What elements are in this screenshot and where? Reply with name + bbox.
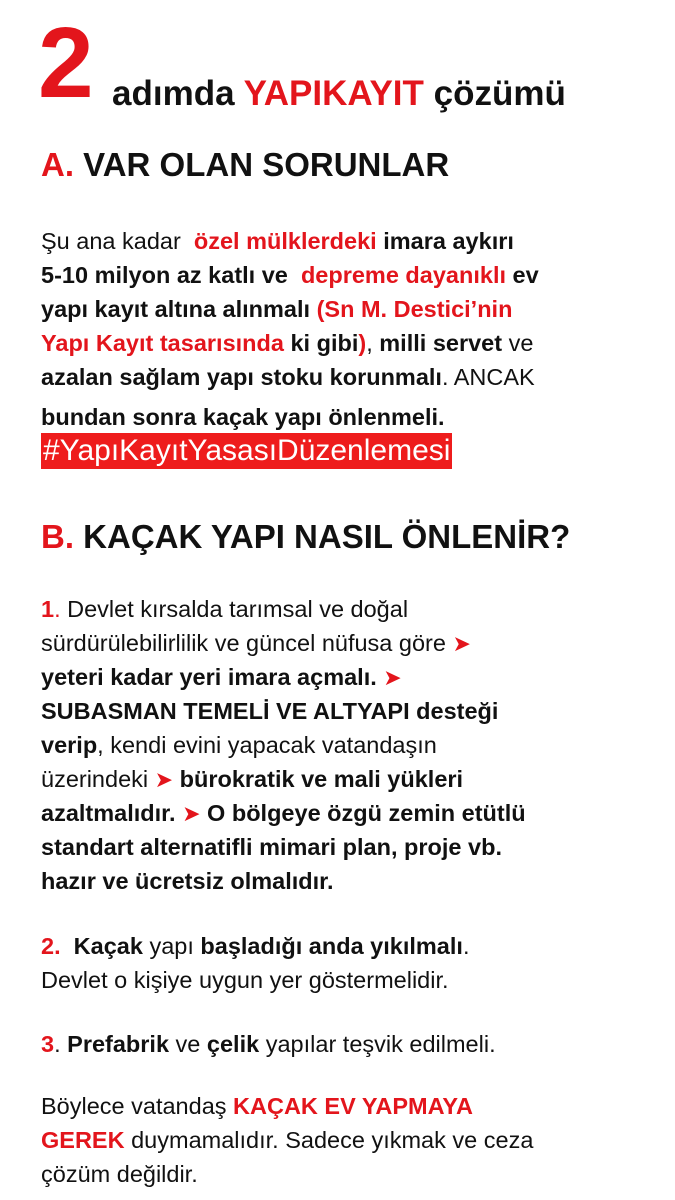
- text-run: Böylece vatandaş: [41, 1093, 234, 1119]
- text-run: yapılar teşvik edilmeli.: [259, 1031, 496, 1057]
- text-run: ve: [169, 1031, 207, 1057]
- text-line: [41, 662, 402, 693]
- text-line: [41, 362, 535, 392]
- arrow-icon: ➤: [452, 631, 471, 656]
- text-run: başladığı anda yıkılmalı: [200, 933, 463, 959]
- arrow-icon: ➤: [182, 801, 201, 826]
- text-run: (Sn M. Destici’nin: [316, 296, 513, 322]
- text-run: ev: [506, 262, 539, 288]
- text-run: GEREK: [41, 1127, 125, 1153]
- text-run: SUBASMAN TEMELİ VE ALTYAPI desteği: [41, 698, 499, 724]
- text-run: azaltmalıdır.: [41, 800, 183, 826]
- section-b-letter: B.: [41, 518, 74, 555]
- text-run: Prefabrik: [67, 1031, 170, 1057]
- text-line: [41, 294, 512, 324]
- text-line: [41, 1029, 496, 1059]
- page-title: [112, 74, 566, 114]
- text-run: Devlet o kişiye uygun yer göstermelidir.: [41, 967, 449, 993]
- text-run: duymamalıdır. Sadece yıkmak ve ceza: [124, 1127, 534, 1153]
- text-run: azalan sağlam yapı stoku korunmalı: [41, 364, 442, 390]
- text-run: ki gibi: [283, 330, 359, 356]
- text-line: [41, 402, 445, 432]
- text-line: [41, 1159, 198, 1189]
- text-line: [41, 328, 533, 358]
- text-run: standart alternatifli mimari plan, proje vb.: [41, 834, 502, 860]
- section-a-heading: [41, 145, 449, 185]
- text-run: .: [462, 933, 470, 959]
- text-line: [41, 260, 539, 290]
- text-run: 2.: [41, 933, 61, 959]
- text-run: ): [358, 330, 367, 356]
- text-run: ve: [502, 330, 534, 356]
- text-run: . ANCAK: [441, 364, 535, 390]
- text-run: O bölgeye özgü zemin etütlü: [200, 800, 526, 826]
- text-run: depreme dayanıklı: [300, 262, 507, 288]
- text-line: [41, 764, 463, 795]
- text-line: [41, 730, 437, 760]
- text-run: hazır ve ücretsiz olmalıdır.: [41, 868, 334, 894]
- text-line: [41, 696, 498, 726]
- text-run: yapı: [142, 933, 201, 959]
- text-run: yeteri kadar yeri imara açmalı.: [41, 664, 384, 690]
- section-b-heading: [41, 517, 570, 557]
- text-run: bürokratik ve mali yükleri: [173, 766, 464, 792]
- title-text: adımda: [112, 74, 244, 113]
- text-run: verip: [41, 732, 98, 758]
- text-line: [41, 1091, 473, 1121]
- title-text-end: çözümü: [423, 74, 566, 113]
- text-run: çözüm değildir.: [41, 1161, 198, 1187]
- text-run: ,: [366, 330, 380, 356]
- text-run: 1: [41, 596, 55, 622]
- text-line: [41, 798, 526, 829]
- text-run: imara aykırı: [376, 228, 514, 254]
- text-run: 5-10 milyon az katlı ve: [41, 262, 301, 288]
- text-line: [41, 832, 502, 862]
- text-line: [41, 628, 471, 659]
- section-b-title: KAÇAK YAPI NASIL ÖNLENİR?: [74, 518, 571, 555]
- text-run: çelik: [206, 1031, 260, 1057]
- section-a-letter: A.: [41, 146, 74, 183]
- text-line: [41, 594, 408, 624]
- text-run: 3: [41, 1031, 55, 1057]
- arrow-icon: ➤: [383, 665, 402, 690]
- text-run: KAÇAK EV YAPMAYA: [233, 1093, 473, 1119]
- text-run: sürdürülebilirlilik ve güncel nüfusa göre: [41, 630, 453, 656]
- title-number: 2: [38, 7, 94, 119]
- text-run: Kaçak: [60, 933, 143, 959]
- text-run: .: [54, 596, 68, 622]
- text-line: [41, 965, 449, 995]
- section-a-title: VAR OLAN SORUNLAR: [74, 146, 450, 183]
- arrow-icon: ➤: [154, 767, 174, 792]
- text-run: özel mülklerdeki: [193, 228, 377, 254]
- text-run: .: [54, 1031, 68, 1057]
- text-line: [41, 226, 514, 256]
- hashtag-link[interactable]: #YapıKayıtYasasıDüzenlemesi: [43, 434, 451, 467]
- text-line: [41, 931, 469, 961]
- title-brand: YAPIKAYIT: [243, 74, 424, 113]
- text-run: Şu ana kadar: [41, 228, 194, 254]
- text-run: Devlet kırsalda tarımsal ve doğal: [67, 596, 409, 622]
- text-line: [41, 866, 334, 896]
- text-run: yapı kayıt altına alınmalı: [41, 296, 317, 322]
- text-run: milli servet: [379, 330, 503, 356]
- text-run: Yapı Kayıt tasarısında: [41, 330, 284, 356]
- text-run: üzerindeki: [41, 766, 155, 792]
- text-run: , kendi evini yapacak vatandaşın: [97, 732, 437, 758]
- text-run: bundan sonra kaçak yapı önlenmeli.: [41, 404, 445, 430]
- text-line: [41, 1125, 533, 1155]
